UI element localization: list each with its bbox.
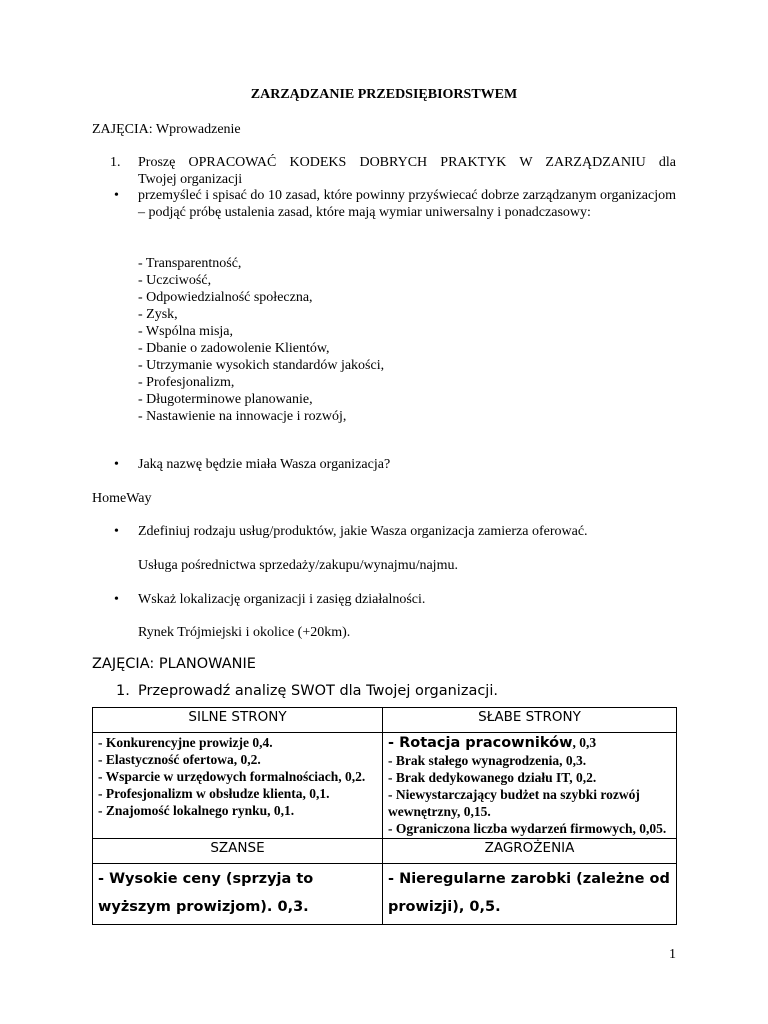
- bullet-icon: •: [114, 457, 119, 472]
- task-1-line-2: Twojej organizacji: [138, 172, 243, 187]
- question-location-text: Wskaż lokalizację organizacji i zasięg działalności.: [138, 592, 426, 607]
- weaknesses-cell: [383, 733, 677, 839]
- question-name: [110, 456, 676, 473]
- strengths-cell: [93, 733, 383, 839]
- task-1-line-1: Proszę OPRACOWAĆ KODEKS DOBRYCH PRAKTYK W ZARZĄDZANIU dla: [138, 155, 676, 170]
- strength-item: - Profesjonalizm w obsłudze klienta, 0,1.: [98, 786, 330, 801]
- swot-task-text: Przeprowadź analizę SWOT dla Twojej organizacji.: [138, 683, 498, 699]
- weakness-item: - Brak stałego wynagrodzenia, 0,3.: [388, 753, 587, 768]
- task-1-marker: 1.: [110, 155, 121, 170]
- strengths-header: SILNE STRONY: [93, 708, 383, 733]
- question-location: [110, 591, 676, 608]
- bullet-principles: [110, 187, 676, 221]
- principle-item: - Wspólna misja,: [138, 324, 234, 339]
- threats-header: ZAGROŻENIA: [383, 839, 677, 864]
- principle-item: - Odpowiedzialność społeczna,: [138, 290, 313, 305]
- opportunities-cell: - Wysokie ceny (sprzyja to wyższym prowizjom). 0,3.: [93, 864, 383, 925]
- principle-item: - Zysk,: [138, 307, 178, 322]
- principles-list: [138, 255, 384, 425]
- swot-header-row-2: [93, 839, 677, 864]
- page-number: 1: [669, 947, 676, 962]
- weakness-item: [388, 734, 671, 752]
- strength-item: - Wsparcie w urzędowych formalnościach, 0,2.: [98, 769, 366, 784]
- answer-services: Usługa pośrednictwa sprzedaży/zakupu/wynajmu/najmu.: [138, 558, 458, 573]
- bullet-icon: •: [114, 592, 119, 607]
- swot-table: [92, 707, 677, 925]
- task-1: [110, 154, 676, 188]
- planning-heading: ZAJĘCIA: PLANOWANIE: [92, 656, 256, 672]
- weaknesses-header: SŁABE STRONY: [383, 708, 677, 733]
- weakness-item: - Brak dedykowanego działu IT, 0,2.: [388, 770, 597, 785]
- principle-item: - Nastawienie na innowacje i rozwój,: [138, 409, 347, 424]
- question-services: [110, 523, 676, 540]
- document-title: ZARZĄDZANIE PRZEDSIĘBIORSTWEM: [250, 87, 518, 102]
- swot-task: [116, 682, 676, 700]
- weakness-item-label: - Rotacja pracowników: [388, 735, 573, 751]
- threats-cell: - Nieregularne zarobki (zależne od prowizji), 0,5.: [383, 864, 677, 925]
- strength-item: - Znajomość lokalnego rynku, 0,1.: [98, 803, 295, 818]
- answer-name: HomeWay: [92, 491, 152, 506]
- question-services-text: Zdefiniuj rodzaju usług/produktów, jakie Wasza organizacja zamierza oferować.: [138, 524, 588, 539]
- bullet-principles-text: przemyśleć i spisać do 10 zasad, które powinny przyświecać dobrze zarządzanym organizacjom – podjąć próbę ustalenia zasad, które mają wymiar uniwersalny i ponadczasowy:: [138, 188, 676, 220]
- swot-header-row: [93, 708, 677, 733]
- weakness-item: - Ograniczona liczba wydarzeń firmowych, 0,05.: [388, 821, 667, 836]
- question-name-text: Jaką nazwę będzie miała Wasza organizacja?: [138, 457, 391, 472]
- opportunities-header: SZANSE: [93, 839, 383, 864]
- principle-item: - Transparentność,: [138, 256, 242, 271]
- strength-item: - Elastyczność ofertowa, 0,2.: [98, 752, 261, 767]
- bullet-icon: •: [114, 524, 119, 539]
- answer-location: Rynek Trójmiejski i okolice (+20km).: [138, 625, 351, 640]
- weaknesses-list: [388, 752, 671, 837]
- principle-item: - Uczciwość,: [138, 273, 212, 288]
- swot-body-row: [93, 733, 677, 839]
- weakness-item-value: , 0,3: [572, 735, 597, 750]
- intro-heading: ZAJĘCIA: Wprowadzenie: [92, 122, 241, 137]
- principle-item: - Długoterminowe planowanie,: [138, 392, 313, 407]
- swot-task-marker: 1.: [116, 683, 130, 699]
- principle-item: - Profesjonalizm,: [138, 375, 235, 390]
- weakness-item: - Niewystarczający budżet na szybki rozwój wewnętrzny, 0,15.: [388, 787, 640, 819]
- strength-item: - Konkurencyjne prowizje 0,4.: [98, 735, 273, 750]
- principle-item: - Utrzymanie wysokich standardów jakości,: [138, 358, 385, 373]
- principle-item: - Dbanie o zadowolenie Klientów,: [138, 341, 330, 356]
- swot-body-row-2: [93, 864, 677, 925]
- bullet-icon: •: [114, 188, 119, 203]
